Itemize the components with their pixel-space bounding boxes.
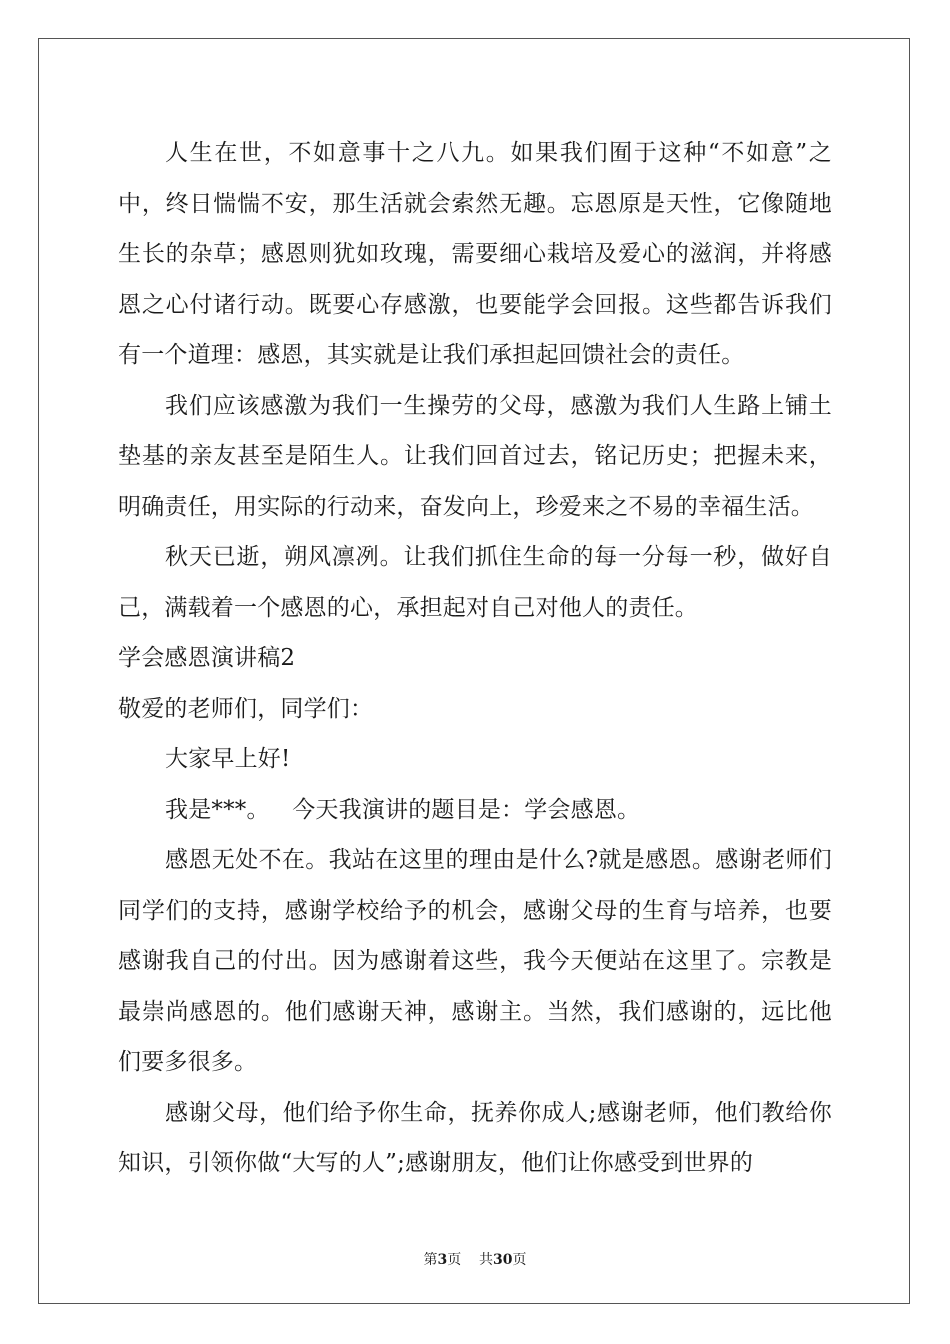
document-body	[118, 128, 832, 1189]
footer-total-suffix: 页	[512, 1252, 527, 1268]
introduction: 我是***。 今天我演讲的题目是：学会感恩。	[165, 796, 641, 823]
paragraph-1: 人生在世，不如意事十之八九。如果我们囿于这种“不如意”之中，终日惴惴不安，那生活就会索然无趣。忘恩原是天性，它像随地生长的杂草；感恩则犹如玫瑰，需要细心栽培及爱心的滋润，并将感恩之心付诸行动。既要心存感激，也要能学会回报。这些都告诉我们有一个道理：感恩，其实就是让我们承担起回馈社会的责任。	[118, 140, 832, 368]
greeting: 大家早上好!	[165, 746, 291, 772]
paragraph-2: 我们应该感激为我们一生操劳的父母，感激为我们人生路上铺土垫基的亲友甚至是陌生人。让我们回首过去，铭记历史；把握未来，明确责任，用实际的行动来，奋发向上，珍爱来之不易的幸福生活。	[118, 392, 832, 520]
page-footer	[0, 1249, 950, 1269]
footer-prefix: 第	[423, 1252, 438, 1268]
salutation: 敬爱的老师们，同学们：	[118, 695, 374, 722]
section-title: 学会感恩演讲稿2	[118, 645, 296, 671]
footer-page-suffix: 页	[447, 1252, 462, 1268]
paragraph-3: 秋天已逝，朔风凛冽。让我们抓住生命的每一分每一秒，做好自己，满载着一个感恩的心，承担起对自己对他人的责任。	[118, 544, 832, 621]
footer-total-prefix: 共	[479, 1252, 494, 1268]
footer-page-number: 3	[437, 1252, 448, 1268]
footer-total-pages: 30	[493, 1252, 513, 1268]
paragraph-9: 感谢父母，他们给予你生命，抚养你成人;感谢老师，他们教给你知识，引领你做“大写的人”;感谢朋友，他们让你感受到世界的	[118, 1099, 832, 1176]
paragraph-8: 感恩无处不在。我站在这里的理由是什么?就是感恩。感谢老师们同学们的支持，感谢学校给予的机会，感谢父母的生育与培养，也要感谢我自己的付出。因为感谢着这些，我今天便站在这里了。宗教是最崇尚感恩的。他们感谢天神，感谢主。当然，我们感谢的，远比他们要多很多。	[118, 847, 832, 1075]
